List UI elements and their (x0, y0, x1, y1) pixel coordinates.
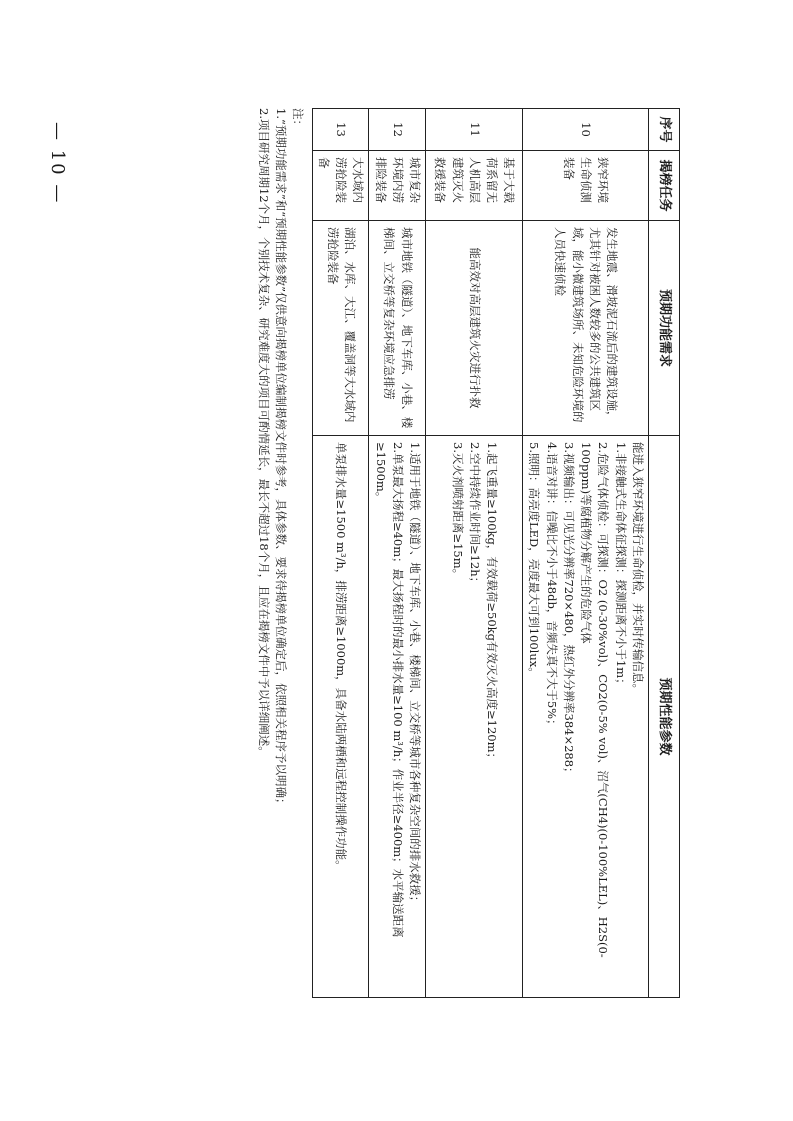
header-task: 揭榜任务 (649, 151, 680, 221)
param-line: 单泵排水量≥1500 m³/h，排涝距离≥1000m，具备水陆两栖和远程控制操作功能。 (334, 442, 349, 872)
row-no: 13 (312, 109, 369, 151)
table-row (523, 109, 649, 998)
param-line: 2.危险气体侦检：可探测：O2 (0-30%vol)、CO2(0-5% vol)、沼气(CH4)(0-100%LEL)、H2S(0-100ppm)等腐植物分解产生的危险气体 (579, 442, 611, 958)
header-params: 预期性能参数 (649, 436, 680, 998)
param-line: 2.单泵最大扬程≥40m；最大扬程时的最小排水量≥100 m³/h；作业半径≥400m；水平输送距离≥1500m。 (373, 442, 405, 938)
param-line: 5.照明：高亮度LED，亮度最大可到100lux。 (527, 442, 542, 679)
row-function: 城市地铁（隧道）、地下车库、小巷、楼梯间、立交桥等复杂环境应急排涝 (369, 221, 426, 436)
row-task: 大水域内涝抢险装备 (312, 151, 369, 221)
page-number: — 10 — (47, 121, 68, 205)
param-line: 1.起飞重量≥100kg，有效载荷≥50kg有效灭火高度≥120m； (485, 442, 500, 764)
param-line: 3.视频输出：可见光分辨率720×480，热红外分辨率384×288； (562, 442, 576, 779)
row-function: 能高效对高层建筑火灾进行扑救 (426, 221, 523, 436)
param-line: 1.适用于地铁（隧道）、地下车库、小巷、楼梯间、立交桥等城市各种复杂空间的排水救援； (408, 442, 423, 908)
param-line: 4.语音对讲：信噪比不小于48db，音频失真不大于5%； (544, 442, 559, 731)
param-line: 1.非接触式生命体征探测：探测距离不小于1m； (613, 442, 628, 690)
row-function: 发生地震、滑坡泥石流后的建筑设施，尤其针对被困人数较多的公共建筑区域，能小微建筑场所、未知危险环境的人员快速侦检 (523, 221, 649, 436)
row-no: 12 (369, 109, 426, 151)
table-row (312, 109, 369, 998)
notes (256, 108, 306, 998)
requirements-table (312, 108, 680, 998)
row-no: 11 (426, 109, 523, 151)
header-function: 预期功能需求 (649, 221, 680, 436)
note-item: 1.“预期功能需求”和“预期性能参数”仅供意向揭榜单位编制揭榜文件时参考，具体参数、要求待揭榜单位确定后，依照相关程序予以明确； (274, 108, 289, 810)
param-line: 3.灭火剂喷射距离≥15m。 (450, 442, 465, 581)
param-line: 能进入狭窄环境进行生命侦检，并实时传输信息。 (631, 442, 645, 695)
notes-title: 注： (290, 108, 305, 131)
row-params (369, 436, 426, 998)
row-no: 10 (523, 109, 649, 151)
row-params (426, 436, 523, 998)
row-params (312, 436, 369, 998)
header-no: 序号 (649, 109, 680, 151)
note-item: 2.项目研究周期12个月，个别技术复杂、研究难度大的项目可酌情延长，最长不超过18个月，且应在揭榜文件中予以详细阐述。 (257, 108, 272, 758)
row-params (523, 436, 649, 998)
table-header-row (649, 109, 680, 998)
table-row (426, 109, 523, 998)
table-row (369, 109, 426, 998)
rotated-sheet (257, 108, 680, 998)
row-function: 湖泊、水库、大江、覆盖洞等大水域内涝抢险装备 (312, 221, 369, 436)
row-task: 基于大载荷系留无人机高层建筑灭火救援装备 (426, 151, 523, 221)
row-task: 狭窄环境生命侦测装备 (523, 151, 649, 221)
row-task: 城市复杂环境内涝排险装备 (369, 151, 426, 221)
param-line: 2.空中持续作业时间≥12h； (467, 442, 482, 589)
